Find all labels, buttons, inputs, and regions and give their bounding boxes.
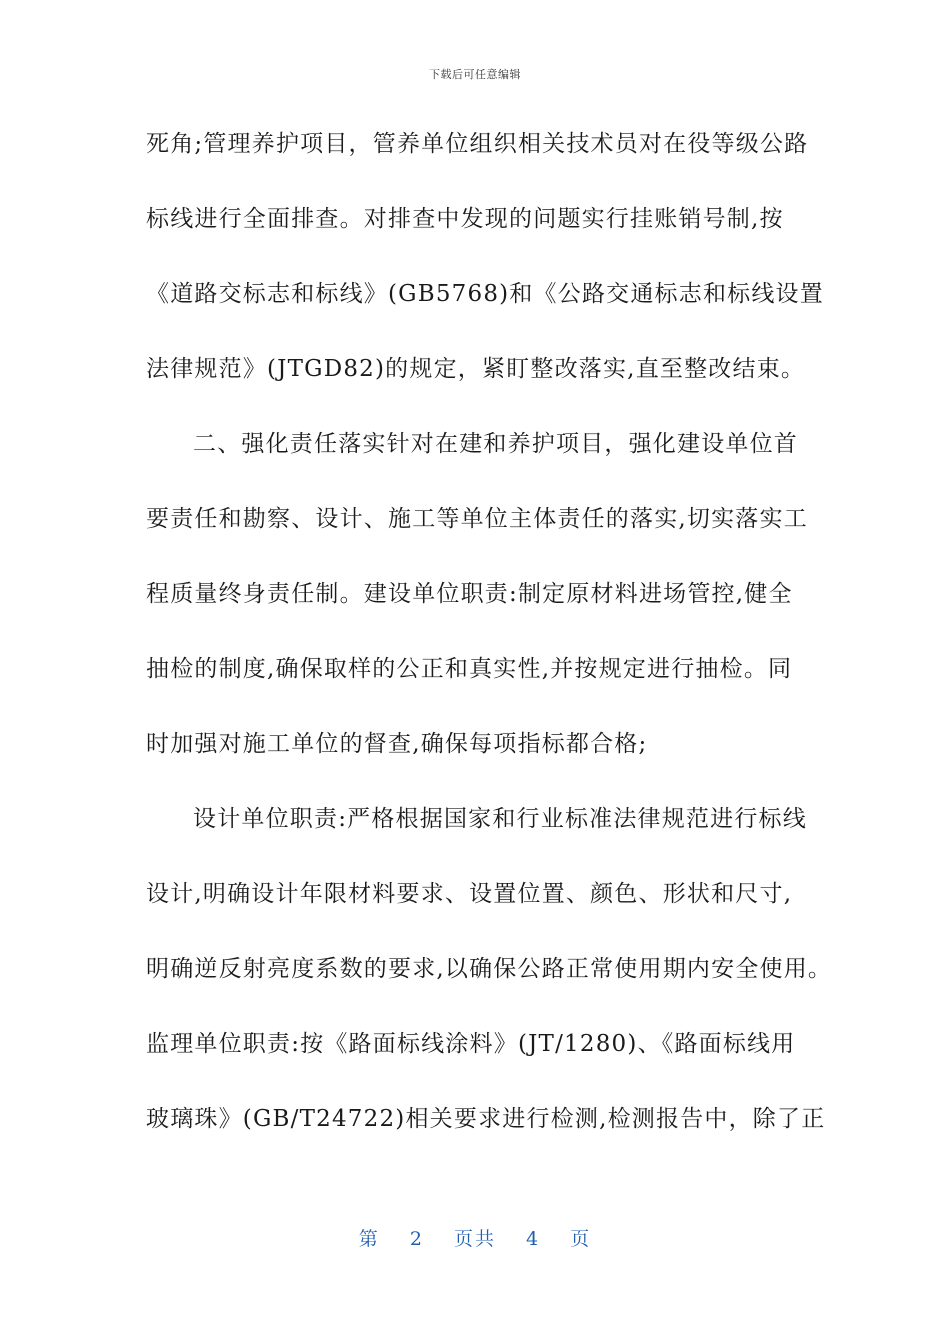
body-line: 监理单位职责:按《路面标线涂料》(JT/1280)、《路面标线用	[146, 1031, 796, 1057]
page-footer	[0, 1224, 950, 1251]
body-line: 设计,明确设计年限材料要求、设置位置、颜色、形状和尺寸,	[146, 881, 793, 907]
body-line: 要责任和勘察、设计、施工等单位主体责任的落实,切实落实工	[146, 506, 808, 532]
footer-suffix: 页	[570, 1228, 592, 1250]
body-line: 标线进行全面排查。对排查中发现的问题实行挂账销号制,按	[146, 206, 784, 232]
document-body	[146, 126, 833, 1176]
body-line: 法律规范》(JTGD82)的规定，紧盯整改落实,直至整改结束。	[146, 356, 806, 382]
body-line: 明确逆反射亮度系数的要求,以确保公路正常使用期内安全使用。	[146, 956, 833, 982]
total-page-number: 4	[526, 1228, 541, 1250]
footer-middle: 页共	[453, 1228, 496, 1250]
current-page-number: 2	[409, 1228, 424, 1250]
body-line: 设计单位职责:严格根据国家和行业标准法律规范进行标线	[193, 806, 807, 832]
body-line: 死角;管理养护项目，管养单位组织相关技术员对在役等级公路	[146, 131, 809, 157]
body-line: 抽检的制度,确保取样的公正和真实性,并按规定进行抽检。同	[146, 656, 793, 682]
body-line: 《道路交标志和标线》(GB5768)和《公路交通标志和标线设置	[146, 281, 824, 307]
body-line: 玻璃珠》(GB/T24722)相关要求进行检测,检测报告中，除了正	[146, 1106, 826, 1132]
page-header: 下载后可任意编辑	[429, 68, 521, 81]
body-line: 二、强化责任落实针对在建和养护项目，强化建设单位首	[193, 431, 798, 457]
body-line: 程质量终身责任制。建设单位职责:制定原材料进场管控,健全	[146, 581, 793, 607]
body-line: 时加强对施工单位的督查,确保每项指标都合格;	[146, 731, 648, 757]
footer-prefix: 第	[358, 1228, 380, 1250]
